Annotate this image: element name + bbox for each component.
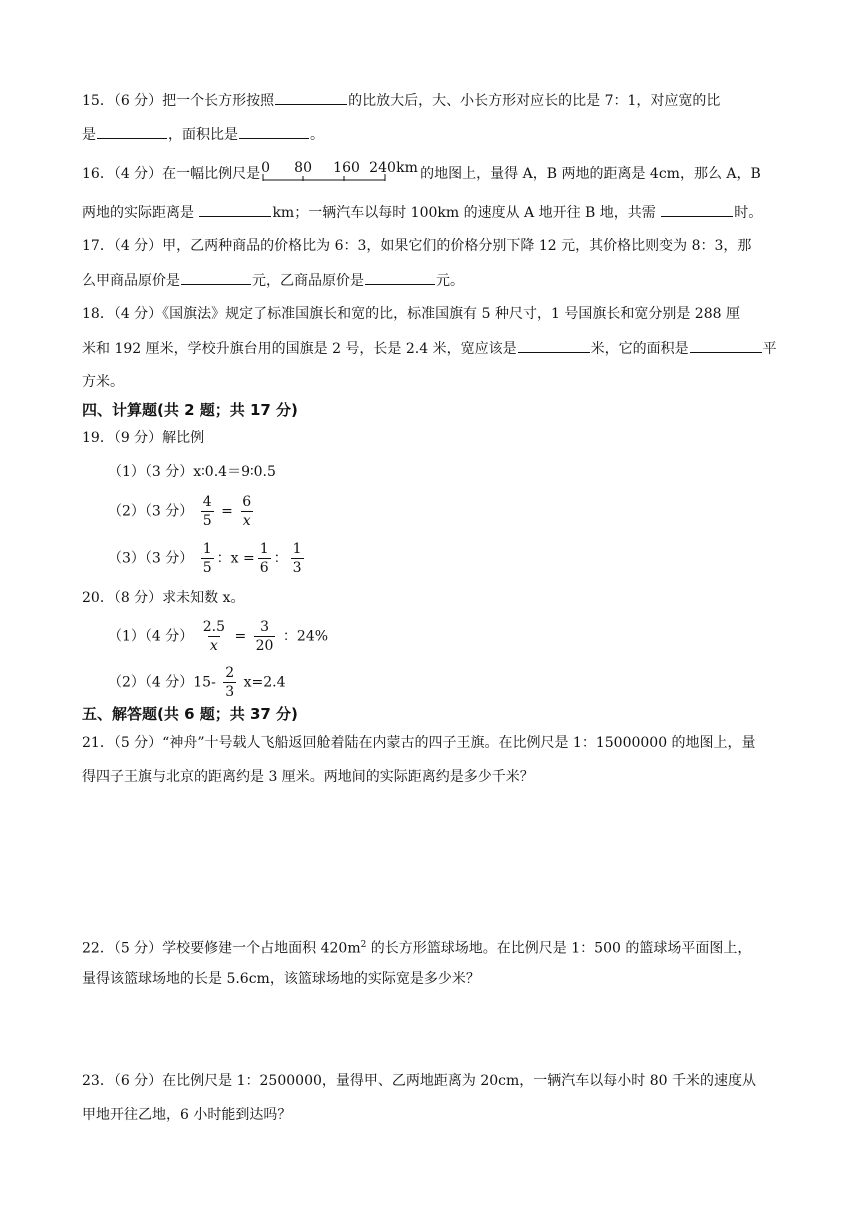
- numerator: 1: [259, 541, 269, 557]
- answer-blank[interactable]: [275, 90, 347, 105]
- q22-line2: 量得该篮球场地的长是 5.6cm，该篮球场地的实际宽是多少米？: [82, 971, 480, 987]
- q17-text: 元，乙商品原价是: [252, 273, 364, 289]
- q18-line2: [82, 338, 777, 359]
- numerator: 2.5: [202, 619, 225, 635]
- scale-tick-label: 80: [294, 160, 312, 176]
- equation-text: ：x =: [216, 550, 255, 567]
- q19-part1: （1）（3 分）x∶0.4＝9∶0.5: [108, 464, 276, 480]
- answer-area[interactable]: [82, 1133, 802, 1203]
- fraction: [240, 493, 253, 530]
- answer-blank[interactable]: [199, 202, 271, 217]
- ratio-colon: ：: [273, 550, 288, 567]
- q15-text: 15．（6 分）把一个长方形按照: [82, 93, 275, 109]
- equation-text: x=2.4: [243, 674, 286, 691]
- q18-text: 米和 192 厘米，学校升旗台用的国旗是 2 号，长是 2.4 米，宽应该是: [82, 341, 517, 357]
- q15-line2: [82, 124, 324, 145]
- answer-blank[interactable]: [181, 270, 251, 285]
- scale-tick-label: 0: [261, 160, 271, 176]
- denominator: 3: [225, 684, 235, 700]
- equals-sign: =: [221, 503, 233, 520]
- denominator: 5: [202, 560, 212, 576]
- q17-text: 么甲商品原价是: [82, 273, 180, 289]
- numerator: 6: [242, 494, 252, 510]
- q18-text: 方米。: [82, 374, 124, 390]
- q21-line1: 21．（5 分）“神舟”十号载人飞船返回舱着陆在内蒙古的四子王旗。在比例尺是 1：15000000 的地图上，量: [82, 735, 756, 751]
- answer-blank[interactable]: [97, 124, 167, 139]
- answer-blank[interactable]: [518, 338, 590, 353]
- q22-text: 的长方形篮球场地。在比例尺是 1：500 的篮球场平面图上，: [366, 940, 752, 957]
- map-scale-bar: [261, 162, 419, 184]
- fraction: [254, 618, 276, 655]
- q17-text: 17．（4 分）甲，乙两种商品的价格比为 6：3，如果它们的价格分别下降 12 元，其价格比则变为 8：3，那: [82, 238, 752, 254]
- q21-line2: 得四子王旗与北京的距离约是 3 厘米。两地间的实际距离约是多少千米？: [82, 769, 534, 785]
- superscript: 2: [360, 940, 367, 950]
- q15-text: 。: [310, 127, 324, 143]
- q16-text: 两地的实际距离是: [82, 205, 194, 221]
- q19-title: 19．（9 分）解比例: [82, 430, 205, 446]
- answer-area[interactable]: [82, 795, 802, 925]
- q18-line3: [82, 372, 124, 392]
- q18-text: 米，它的面积是: [590, 341, 689, 357]
- q20-title: 20．（8 分）求未知数 x。: [82, 590, 245, 606]
- equation-text: ：24%: [282, 628, 329, 645]
- fraction: [258, 540, 271, 577]
- fraction: [223, 664, 236, 701]
- q16-line1: [82, 162, 761, 184]
- q15-text: 是: [82, 127, 96, 143]
- q18-text: 平: [762, 341, 777, 357]
- q16-text: 16．（4 分）在一幅比例尺是: [82, 166, 261, 182]
- q16-line2: [82, 202, 762, 223]
- q16-text: 时。: [734, 205, 763, 221]
- q23-line1: 23．（6 分）在比例尺是 1：2500000，量得甲、乙两地距离为 20cm，一辆汽车以每小时 80 千米的速度从: [82, 1073, 756, 1089]
- denominator: 20: [255, 638, 274, 654]
- denominator: 6: [259, 560, 269, 576]
- q22-text: 22．（5 分）学校要修建一个占地面积 420m: [82, 940, 361, 957]
- part-label: （2）（3 分）: [108, 503, 194, 520]
- denominator: x: [242, 513, 251, 529]
- q16-text: km；一辆汽车以每时 100km 的速度从 A 地开往 B 地，共需: [272, 205, 656, 221]
- q15-text: ，面积比是: [168, 127, 238, 143]
- section-heading: 四、计算题(共 2 题；共 17 分): [82, 401, 298, 419]
- q15-text: 的比放大后，大、小长方形对应长的比是 7：1，对应宽的比: [348, 93, 721, 109]
- q19-part3: [108, 540, 307, 577]
- q18-text: 18．（4 分）《国旗法》规定了标准国旗长和宽的比，标准国旗有 5 种尺寸，1 号国旗长和宽分别是 288 厘: [82, 306, 740, 322]
- answer-area[interactable]: [82, 997, 802, 1057]
- answer-blank[interactable]: [690, 338, 762, 353]
- q16-text: 的地图上，量得 A，B 两地的距离是 4cm，那么 A，B: [420, 166, 761, 182]
- q17-line1: [82, 236, 751, 256]
- scale-tick-label: 160: [333, 160, 360, 176]
- answer-blank[interactable]: [365, 270, 435, 285]
- fraction: [201, 493, 214, 530]
- numerator: 4: [202, 494, 212, 510]
- denominator: 3: [292, 560, 302, 576]
- q20-part1: [108, 618, 328, 655]
- fraction: [201, 618, 227, 655]
- q23-line2: 甲地开往乙地，6 小时能到达吗？: [82, 1107, 292, 1123]
- equals-sign: =: [234, 628, 247, 645]
- q17-line2: [82, 270, 464, 291]
- scale-unit-label: km: [396, 160, 418, 176]
- numerator: 2: [225, 665, 235, 681]
- answer-blank[interactable]: [239, 124, 309, 139]
- part-label: （3）（3 分）: [108, 550, 194, 567]
- part-label: （1）（4 分）: [108, 628, 194, 645]
- q22-line1: [82, 935, 751, 959]
- fraction: [201, 540, 214, 577]
- q20-part2: [108, 664, 286, 701]
- answer-blank[interactable]: [661, 202, 733, 217]
- numerator: 3: [260, 619, 269, 635]
- q17-text: 元。: [436, 273, 464, 289]
- denominator: 5: [202, 513, 212, 529]
- q15-line1: [82, 90, 720, 111]
- q19-part2: [108, 493, 256, 530]
- numerator: 1: [292, 541, 302, 557]
- scale-tick-label: 240: [369, 160, 396, 176]
- q18-line1: [82, 304, 740, 324]
- fraction: [291, 540, 304, 577]
- part-label: （2）（4 分）15-: [108, 674, 216, 691]
- numerator: 1: [202, 541, 212, 557]
- section-heading: 五、解答题(共 6 题；共 37 分): [82, 705, 298, 723]
- denominator: x: [209, 638, 218, 654]
